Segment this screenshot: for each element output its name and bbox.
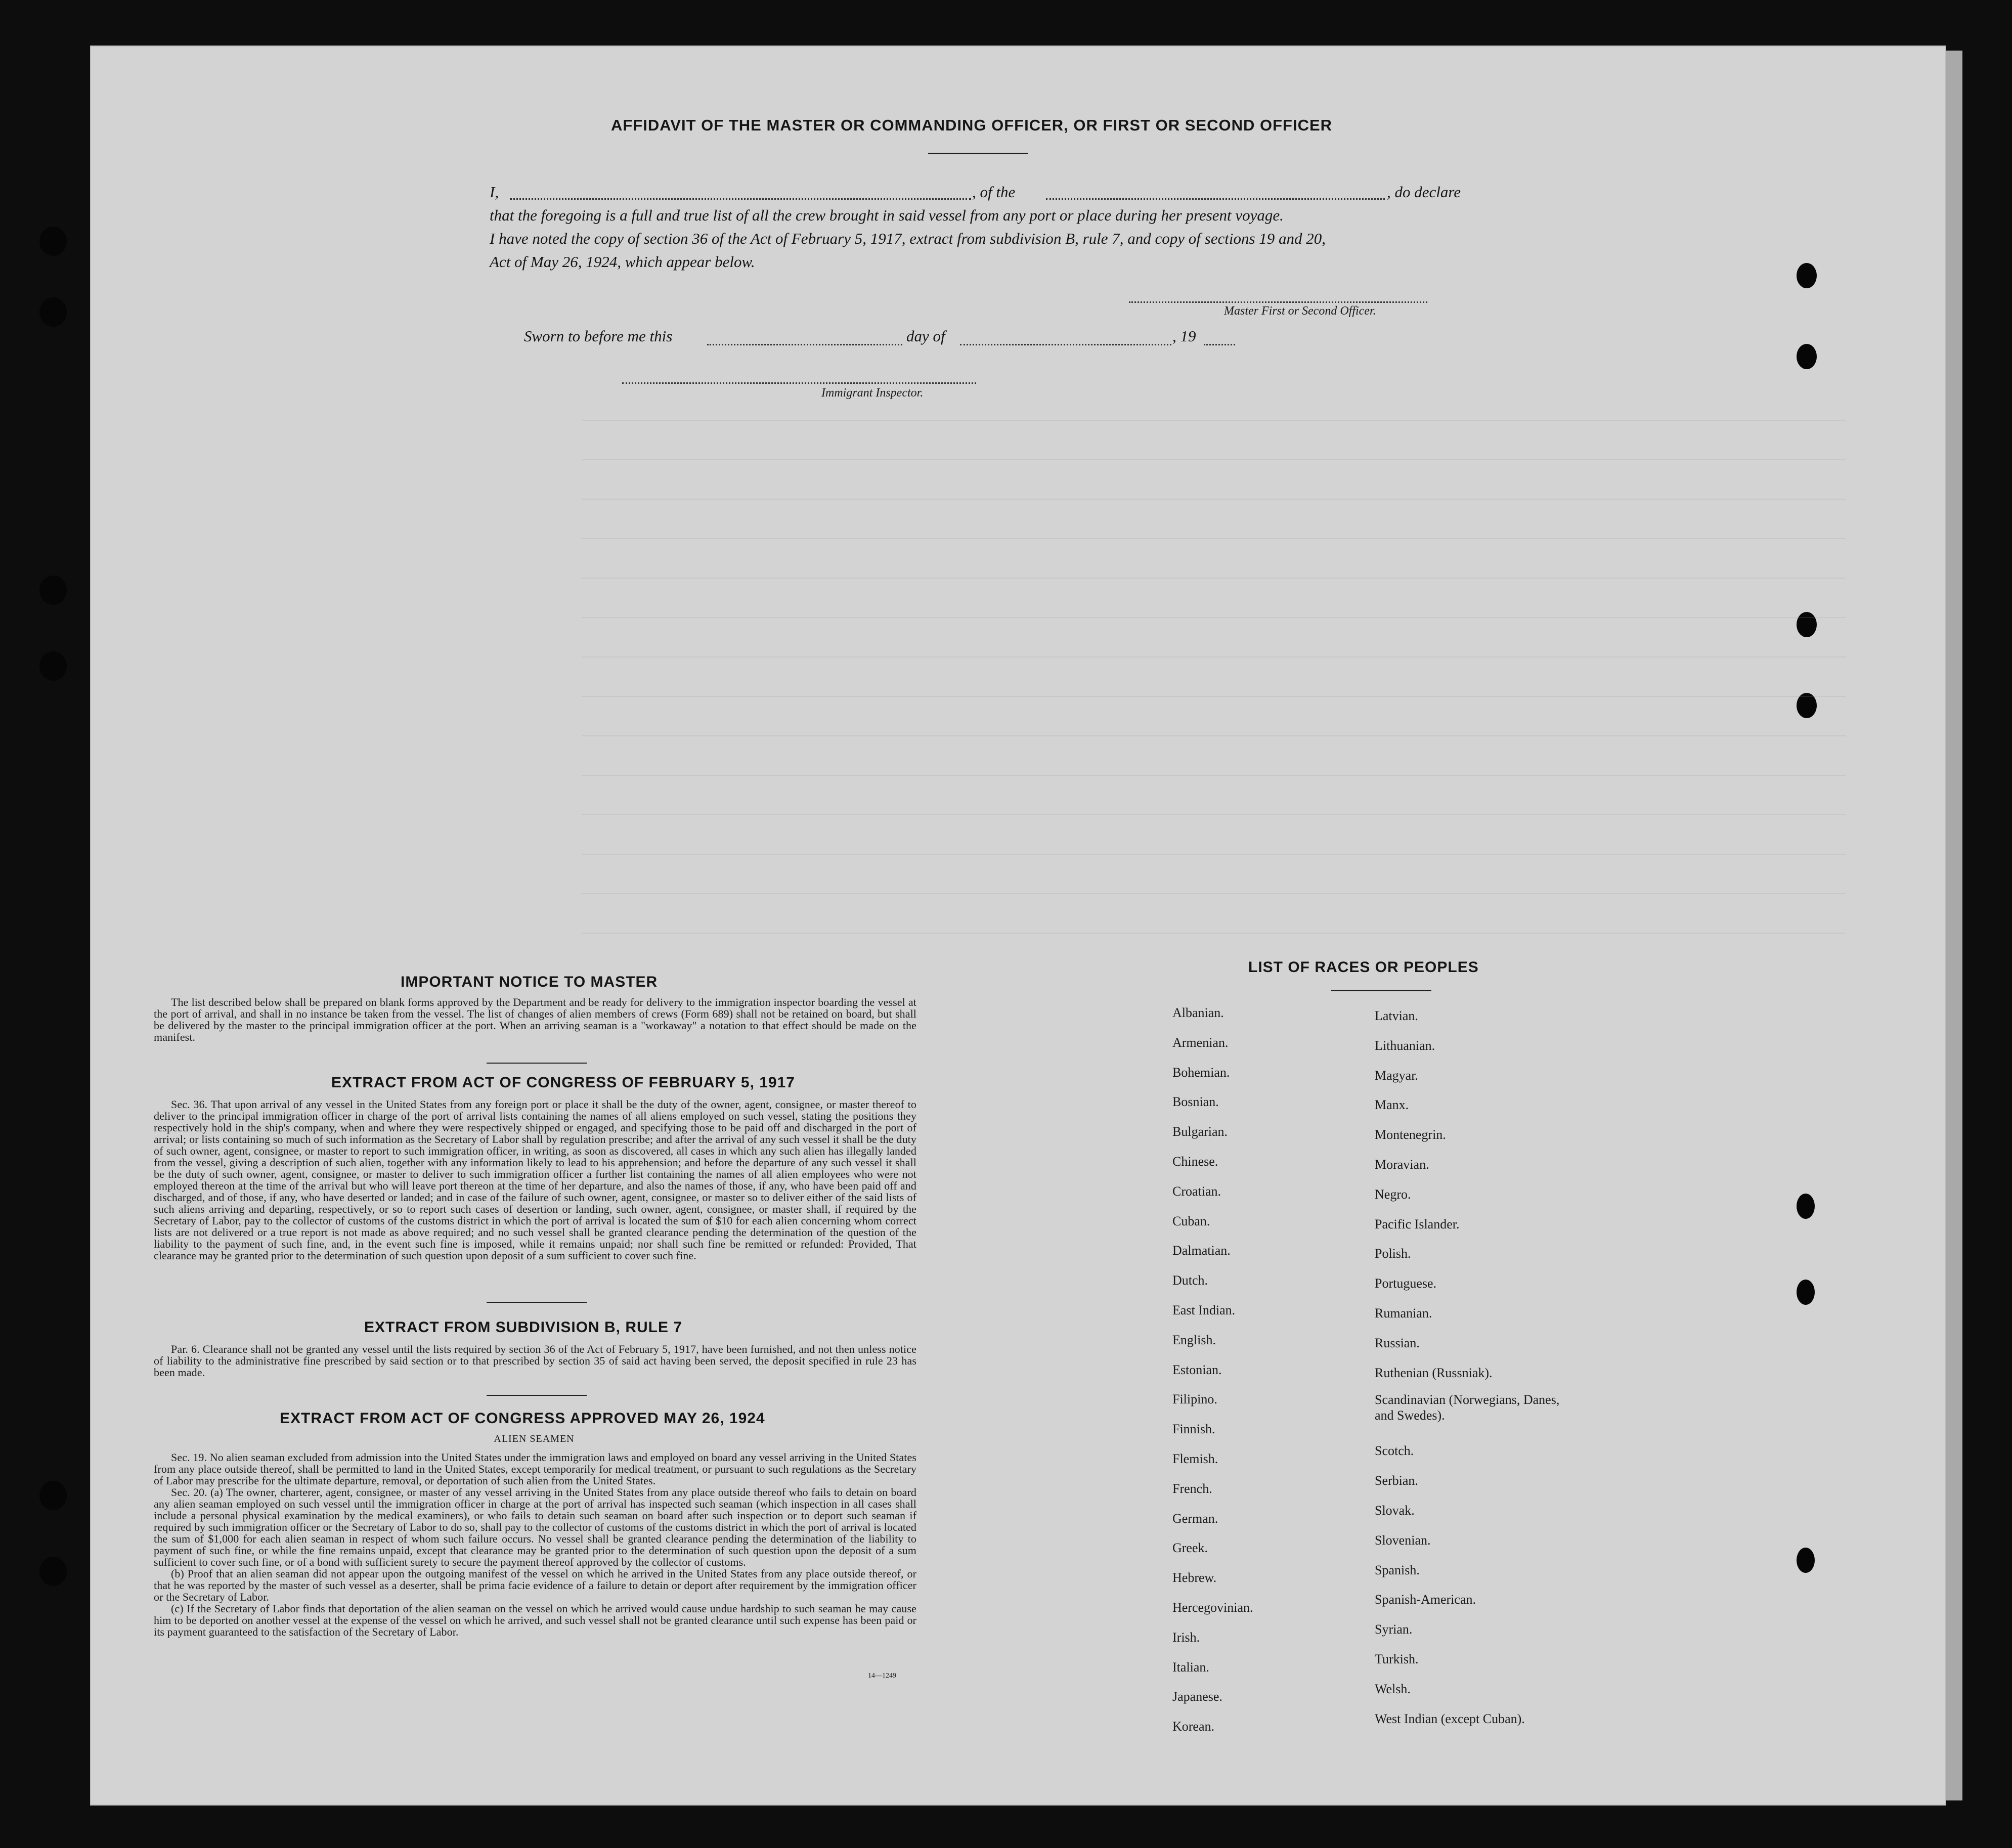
binder-hole bbox=[1797, 1548, 1815, 1573]
alien-seamen-subtitle: ALIEN SEAMEN bbox=[494, 1433, 575, 1444]
race-entry: East Indian. bbox=[1172, 1302, 1236, 1317]
binder-hole bbox=[1797, 612, 1817, 637]
race-entry: Cuban. bbox=[1172, 1213, 1210, 1228]
race-entry: Rumanian. bbox=[1375, 1305, 1432, 1321]
par-6-paragraph: Par. 6. Clearance shall not be granted any vessel until the lists required by section 36 of the Act of February 5, 1917, have been furnished, and not then unless notice of liability to the administrative fine prescribed by said section or to that prescribed by section 35 of said act having been served, the deposit specified in rule 23 has been made. bbox=[154, 1343, 916, 1379]
of-the-label: , of the bbox=[972, 183, 1016, 201]
declaration-line-2: that the foregoing is a full and true list of all the crew brought in said vessel from any port or place during her present voyage. bbox=[490, 206, 1284, 224]
extract-1924-text bbox=[154, 1451, 916, 1638]
race-entry: Ruthenian (Russniak). bbox=[1375, 1365, 1493, 1380]
binder-hole bbox=[1797, 1194, 1815, 1219]
race-entry: Slovenian. bbox=[1375, 1532, 1431, 1548]
race-entry: Polish. bbox=[1375, 1246, 1411, 1261]
race-entry: Estonian. bbox=[1172, 1362, 1222, 1377]
extract-1917-title: EXTRACT FROM ACT OF CONGRESS OF FEBRUARY 5, 1917 bbox=[331, 1074, 795, 1091]
race-entry: Pacific Islander. bbox=[1375, 1216, 1460, 1231]
race-entry: Croatian. bbox=[1172, 1183, 1221, 1199]
race-entry: Spanish. bbox=[1375, 1562, 1420, 1577]
divider bbox=[487, 1302, 587, 1303]
race-entry: Negro. bbox=[1375, 1186, 1411, 1202]
inspector-signature-caption: Immigrant Inspector. bbox=[821, 386, 924, 400]
race-entry: Scotch. bbox=[1375, 1443, 1414, 1459]
divider bbox=[487, 1063, 587, 1064]
day-of-label: day of bbox=[906, 327, 945, 345]
races-title: LIST OF RACES OR PEOPLES bbox=[1248, 959, 1479, 976]
binder-hole bbox=[1797, 1280, 1815, 1305]
race-entry: Irish. bbox=[1172, 1630, 1200, 1645]
extract-rule7-text bbox=[154, 1343, 916, 1378]
race-entry: Japanese. bbox=[1172, 1689, 1222, 1704]
declarant-name-field[interactable] bbox=[510, 198, 971, 200]
binder-hole bbox=[1797, 263, 1817, 288]
divider bbox=[928, 153, 1028, 154]
section-20a-paragraph: Sec. 20. (a) The owner, charterer, agent, consignee, or master of any vessel arriving in the United States from any place outside thereof who fails to detain on board any alien seaman employed on such vessel until the immigration officer in charge at the port of arrival has inspected such seaman (which inspection in all cases shall include a personal physical examination by the medical examiners), or who fails to detain such seaman on board after such inspection or to deport such seaman if required by such immigration officer or the Secretary of Labor to do so, shall pay to the collector of customs of the customs district in which the port of arrival is located the sum of $1,000 for each alien seaman in respect of whom such failure occurs. No vessel shall be granted clearance pending the determination of the liability to payment of such fine, or while the fine remains unpaid, except that clearance may be granted prior to the determination of such question upon the deposit of a sum sufficient to cover such fine, or of a bond with sufficient surety to secure the payment thereof approved by the collector of customs. bbox=[154, 1486, 916, 1568]
race-entry: German. bbox=[1172, 1511, 1218, 1526]
binder-hole bbox=[39, 297, 67, 327]
do-declare-label: , do declare bbox=[1387, 183, 1461, 201]
race-entry: Dalmatian. bbox=[1172, 1243, 1231, 1258]
form-number: 14—1249 bbox=[868, 1672, 896, 1680]
race-entry: Syrian. bbox=[1375, 1622, 1413, 1637]
race-entry: Welsh. bbox=[1375, 1681, 1411, 1696]
race-entry: Portuguese. bbox=[1375, 1276, 1437, 1291]
notice-text bbox=[154, 996, 916, 1043]
declaration-line-4: Act of May 26, 1924, which appear below. bbox=[490, 253, 755, 271]
races-left-column bbox=[1172, 998, 1334, 1742]
affidavit-title: AFFIDAVIT OF THE MASTER OR COMMANDING OFFICER, OR FIRST OR SECOND OFFICER bbox=[611, 116, 1333, 134]
race-entry: Montenegrin. bbox=[1375, 1127, 1446, 1142]
race-entry: Bosnian. bbox=[1172, 1094, 1219, 1110]
race-entry: West Indian (except Cuban). bbox=[1375, 1711, 1525, 1726]
race-entry: English. bbox=[1172, 1332, 1216, 1347]
binder-hole bbox=[39, 651, 67, 681]
race-entry: Magyar. bbox=[1375, 1068, 1418, 1083]
master-signature-field[interactable] bbox=[1129, 301, 1427, 303]
binder-hole bbox=[1797, 344, 1817, 369]
race-entry: Bohemian. bbox=[1172, 1065, 1230, 1080]
section-19-paragraph: Sec. 19. No alien seaman excluded from admission into the United States under the immigration laws and employed on board any vessel arriving in the United States from any place outside thereof, shall be permitted to land in the United States, except temporarily for medical treatment, or pursuant to such regulations as the Secretary of Labor may prescribe for the ultimate departure, removal, or deportation of such alien from the United States. bbox=[154, 1451, 916, 1487]
race-entry: Hebrew. bbox=[1172, 1570, 1217, 1586]
race-entry: Hercegovinian. bbox=[1172, 1600, 1253, 1615]
race-entry: Albanian. bbox=[1172, 1005, 1224, 1020]
race-entry: Serbian. bbox=[1375, 1473, 1418, 1488]
notice-title: IMPORTANT NOTICE TO MASTER bbox=[401, 974, 658, 990]
race-entry: Lithuanian. bbox=[1375, 1038, 1435, 1053]
race-entry: Greek. bbox=[1172, 1541, 1208, 1556]
sworn-day-field[interactable] bbox=[707, 344, 902, 345]
race-entry: Korean. bbox=[1172, 1719, 1215, 1734]
race-entry: Manx. bbox=[1375, 1097, 1409, 1113]
notice-paragraph: The list described below shall be prepared on blank forms approved by the Department and be ready for delivery to the immigration inspector boarding the vessel at the port of arrival, and shall in no instance be taken from the vessel. The list of changes of alien members of crews (Form 689) shall not be retained on board, but shall be delivered by the master to the principal immigration officer at the port. When an arriving seaman is a "workaway" a notation to that effect should be made on the manifest. bbox=[154, 996, 916, 1043]
race-entry: Flemish. bbox=[1172, 1451, 1218, 1466]
declaration-line-3: I have noted the copy of section 36 of the Act of February 5, 1917, extract from subdivision B, rule 7, and copy of sections 19 and 20, bbox=[490, 230, 1326, 247]
race-entry: Dutch. bbox=[1172, 1273, 1208, 1288]
section-36-paragraph: Sec. 36. That upon arrival of any vessel in the United States from any foreign port or place it shall be the duty of the owner, agent, consignee, or master thereof to deliver to the principal immigration officer in charge of the port of arrival lists containing the names of all aliens employed on such vessel, stating the positions they respectively hold in the ship's company, when and where they were respectively shipped or engaged, and specifying those to be paid off and discharged in the port of arrival; or lists containing so much of such information as the Secretary of Labor shall by regulation prescribe; and after the arrival of any such vessel it shall be the duty of such owner, agent, consignee, or master to report to such immigration officer, in writing, as soon as discovered, all cases in which any such alien has illegally landed from the vessel, giving a description of such alien, together with any information likely to lead to his apprehension; and before the departure of any such vessel it shall be the duty of such owner, agent, consignee, or master to deliver to such immigration officer a further list containing the names of all alien employees who were not employed thereon at the time of the arrival but who will leave port thereon at the time of her departure, and also the names of those, if any, who have been paid off and discharged, and of those, if any, who have deserted or landed; and in case of the failure of such owner, agent, consignee, or master so to deliver either of the said lists of such aliens arriving and departing, respectively, or so to report such cases of desertion or landing, such owner, agent, consignee, or master shall, if required by the Secretary of Labor, pay to the collector of customs of the customs district in which the port of arrival is located the sum of $10 for each alien concerning whom correct lists are not delivered or a true report is not made as above required; and no such vessel shall be granted clearance pending the determination of the question of the liability to the payment of such fine, and, in the event such fine is imposed, while it remains unpaid; nor shall such fine be remitted or refunded: Provided, That clearance may be granted prior to the determination of such question upon deposit of a sum sufficient to cover such fine. bbox=[154, 1098, 916, 1262]
vessel-name-field[interactable] bbox=[1046, 198, 1385, 200]
year-label: , 19 bbox=[1172, 327, 1196, 345]
race-entry: Latvian. bbox=[1375, 1008, 1418, 1023]
race-entry: Moravian. bbox=[1375, 1157, 1429, 1172]
divider bbox=[487, 1395, 587, 1396]
binder-hole bbox=[39, 227, 67, 256]
master-signature-caption: Master First or Second Officer. bbox=[1224, 304, 1376, 318]
extract-1924-title: EXTRACT FROM ACT OF CONGRESS APPROVED MAY 26, 1924 bbox=[280, 1410, 765, 1427]
sworn-year-field[interactable] bbox=[1204, 344, 1235, 345]
sworn-label: Sworn to before me this bbox=[524, 327, 673, 345]
races-right-column bbox=[1375, 1001, 1577, 1734]
race-entry: Chinese. bbox=[1172, 1154, 1218, 1169]
race-entry: French. bbox=[1172, 1481, 1212, 1496]
race-entry: Scandinavian (Norwegians, Danes, and Swedes). bbox=[1375, 1392, 1560, 1423]
race-entry: Slovak. bbox=[1375, 1503, 1415, 1518]
section-20b-paragraph: (b) Proof that an alien seaman did not appear upon the outgoing manifest of the vessel on which he arrived in the United States from any place outside thereof, or that he was reported by the master of such vessel as a deserter, shall be prima facie evidence of a failure to detain or deport after requirement by the immigration officer or the Secretary of Labor. bbox=[154, 1567, 916, 1603]
race-entry: Turkish. bbox=[1375, 1651, 1419, 1666]
extract-1917-text bbox=[154, 1098, 916, 1261]
race-entry: Russian. bbox=[1375, 1335, 1420, 1350]
divider bbox=[1331, 990, 1431, 991]
sworn-month-field[interactable] bbox=[960, 344, 1171, 345]
binder-hole bbox=[39, 1557, 67, 1586]
inspector-signature-field[interactable] bbox=[622, 382, 976, 384]
race-entry: Italian. bbox=[1172, 1659, 1209, 1675]
race-entry: Finnish. bbox=[1172, 1422, 1215, 1437]
binder-hole bbox=[39, 576, 67, 605]
race-entry: Spanish-American. bbox=[1375, 1592, 1476, 1607]
race-entry: Filipino. bbox=[1172, 1392, 1217, 1407]
extract-rule7-title: EXTRACT FROM SUBDIVISION B, RULE 7 bbox=[364, 1319, 683, 1336]
binder-hole bbox=[39, 1481, 67, 1510]
race-entry: Armenian. bbox=[1172, 1035, 1229, 1050]
declarant-label: I, bbox=[490, 183, 499, 201]
race-entry: Bulgarian. bbox=[1172, 1124, 1228, 1139]
section-20c-paragraph: (c) If the Secretary of Labor finds that deportation of the alien seaman on the vessel on which he arrived would cause undue hardship to such seaman he may cause him to be deported on another vessel at the expense of the vessel on which he arrived, and such vessel shall not be granted clearance until such expense has been paid or its payment guaranteed to the satisfaction of the Secretary of Labor. bbox=[154, 1602, 916, 1638]
